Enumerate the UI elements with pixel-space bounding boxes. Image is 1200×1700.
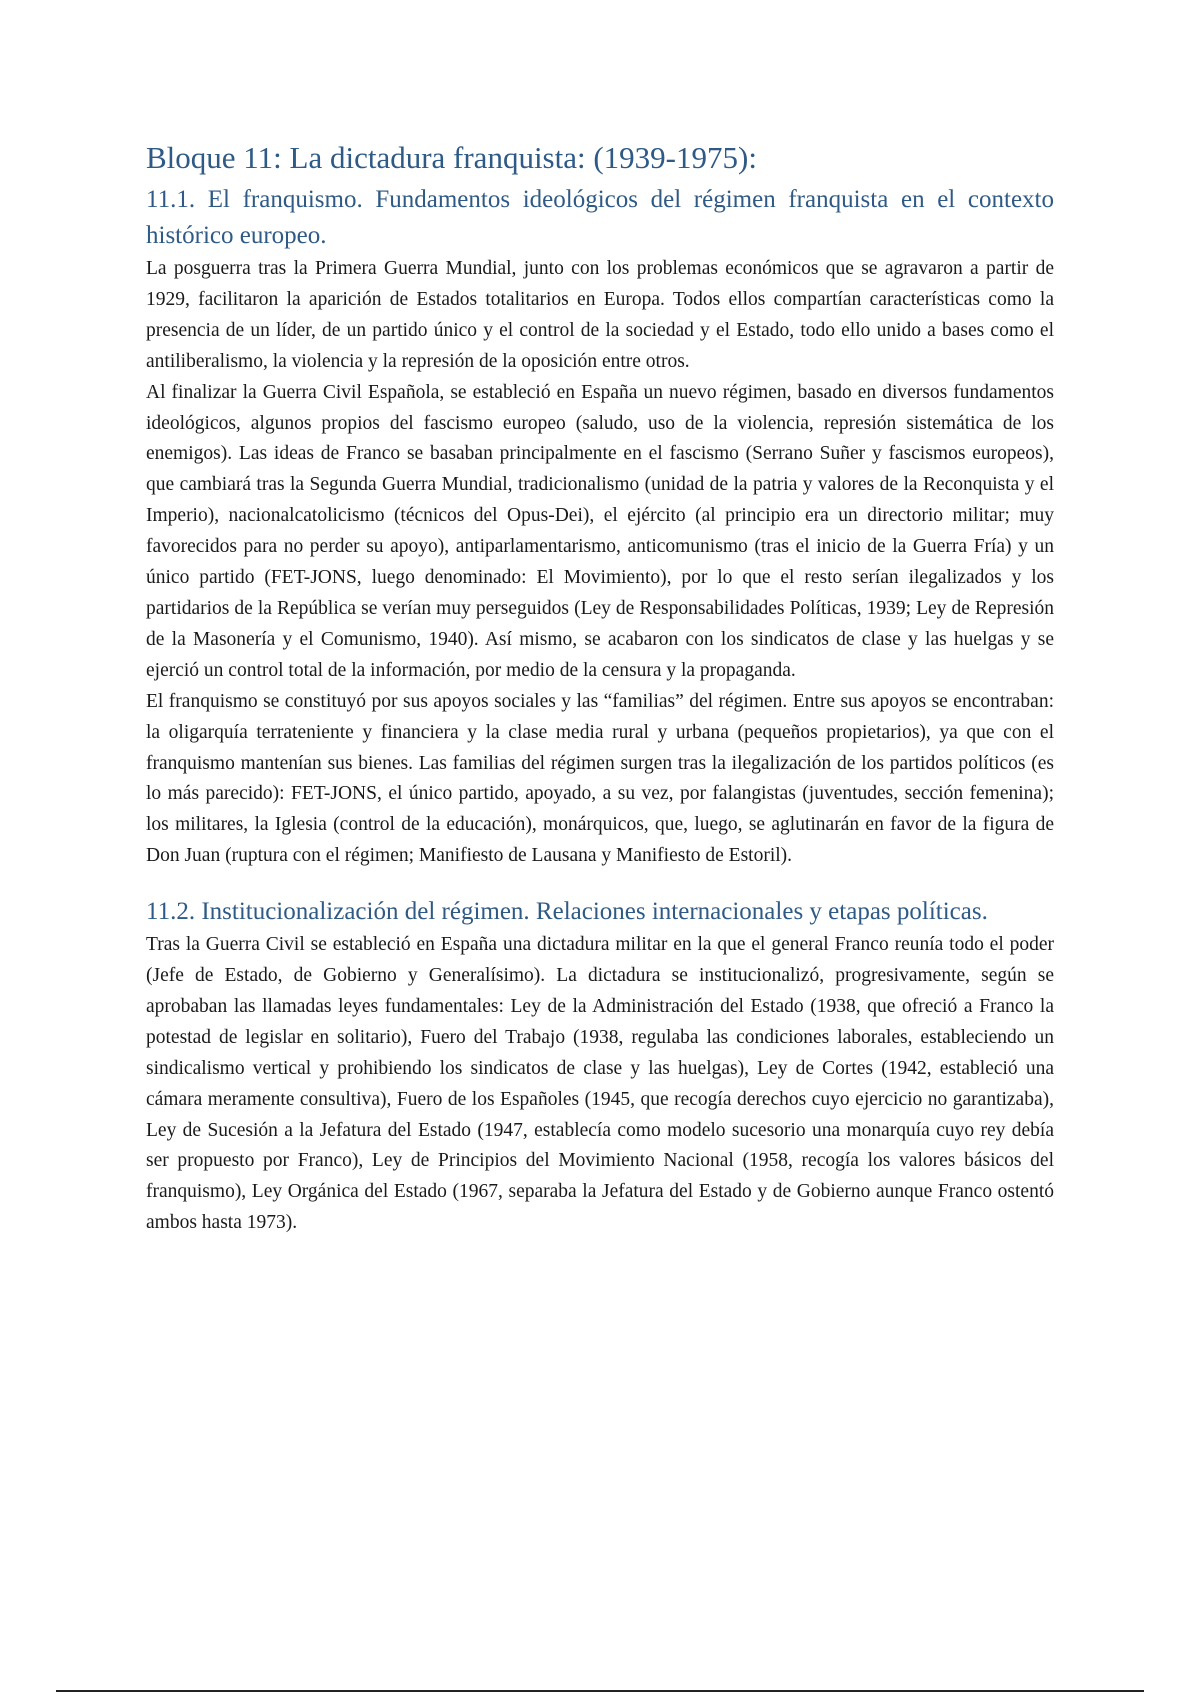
section-paragraph: La posguerra tras la Primera Guerra Mundial, junto con los problemas económicos que se agravaron a partir de 1929, facilitaron la aparición de Estados totalitarios en Europa. Todos ellos compartían características como la presencia de un líder, de un partido único y el control de la sociedad y el Estado, todo ello unido a bases como el antiliberalismo, la violencia y la represión de la oposición entre otros. xyxy=(146,258,1054,372)
section-11-1 xyxy=(146,182,1054,872)
section-paragraph: El franquismo se constituyó por sus apoyos sociales y las “familias” del régimen. Entre sus apoyos se encontraban: la oligarquía terrateniente y financiera y la clase media rural y urbana (pequeños propietarios), ya que con el franquismo mantenían sus bienes. Las familias del régimen surgen tras la ilegalización de los partidos políticos (es lo más parecido): FET-JONS, el único partido, apoyado, a su vez, por falangistas (juventudes, sección femenina); los militares, la Iglesia (control de la educación), monárquicos, que, luego, se aglutinarán en favor de la figura de Don Juan (ruptura con el régimen; Manifiesto de Lausana y Manifiesto de Estoril). xyxy=(146,690,1054,867)
section-heading: 11.2. Institucionalización del régimen. Relaciones internacionales y etapas políticas. xyxy=(146,898,988,926)
document-page xyxy=(146,138,1054,1239)
section-paragraph: Al finalizar la Guerra Civil Española, se estableció en España un nuevo régimen, basado en diversos fundamentos ideológicos, algunos propios del fascismo europeo (saludo, uso de la violencia, represión sistemática de los enemigos). Las ideas de Franco se basaban principalmente en el fascismo (Serrano Suñer y fascismos europeos), que cambiará tras la Segunda Guerra Mundial, tradicionalismo (unidad de la patria y valores de la Reconquista y el Imperio), nacionalcatolicismo (técnicos del Opus-Dei), el ejército (al principio era un directorio militar; muy favorecidos para no perder su apoyo), antiparlamentarismo, anticomunismo (tras el inicio de la Guerra Fría) y un único partido (FET-JONS, luego denominado: El Movimiento), por lo que el resto serían ilegalizados y los partidarios de la República se verían muy perseguidos (Ley de Responsabilidades Políticas, 1939; Ley de Represión de la Masonería y el Comunismo, 1940). Así mismo, se acabaron con los sindicatos de clase y las huelgas y se ejerció un control total de la información, por medio de la censura y la propaganda. xyxy=(146,381,1054,681)
section-11-2 xyxy=(146,894,1054,1239)
section-heading: 11.1. El franquismo. Fundamentos ideológicos del régimen franquista en el contexto histórico europeo. xyxy=(146,186,1054,249)
section-paragraph: Tras la Guerra Civil se estableció en España una dictadura militar en la que el general Franco reunía todo el poder (Jefe de Estado, de Gobierno y Generalísimo). La dictadura se institucionalizó, progresivamente, según se aprobaban las llamadas leyes fundamentales: Ley de la Administración del Estado (1938, que ofreció a Franco la potestad de legislar en solitario), Fuero del Trabajo (1938, regulaba las condiciones laborales, estableciendo un sindicalismo vertical y prohibiendo los sindicatos de clase y las huelgas), Ley de Cortes (1942, estableció una cámara meramente consultiva), Fuero de los Españoles (1945, que recogía derechos cuyo ejercicio no garantizaba), Ley de Sucesión a la Jefatura del Estado (1947, establecía como modelo sucesorio una monarquía cuyo rey debía ser propuesto por Franco), Ley de Principios del Movimiento Nacional (1958, recogía los valores básicos del franquismo), Ley Orgánica del Estado (1967, separaba la Jefatura del Estado y de Gobierno aunque Franco ostentó ambos hasta 1973). xyxy=(146,934,1054,1234)
footer-divider xyxy=(56,1690,1144,1692)
document-title: Bloque 11: La dictadura franquista: (1939-1975): xyxy=(146,140,757,175)
